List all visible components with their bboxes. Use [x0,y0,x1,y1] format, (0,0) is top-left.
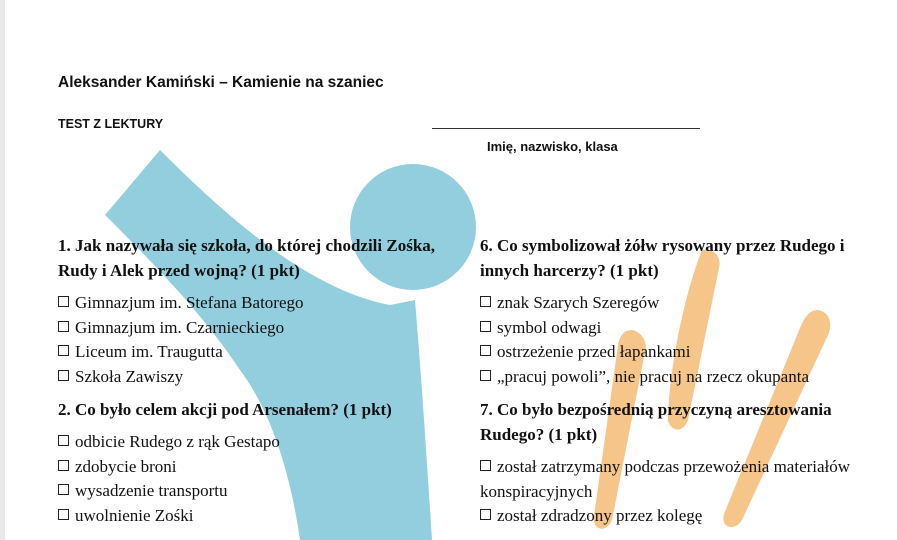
name-caption: Imię, nazwisko, klasa [487,139,618,154]
answer-label: symbol odwagi [497,317,602,337]
answer-label: znak Szarych Szeregów [497,293,660,312]
document-title: Aleksander Kamiński – Kamienie na szaniec [58,74,384,91]
checkbox-icon[interactable] [480,345,491,356]
checkbox-icon[interactable] [480,296,491,307]
checkbox-icon[interactable] [58,370,69,381]
answer-option[interactable] [480,340,880,365]
question-text: 6. Co symbolizował żółw rysowany przez Rudego i innych harcerzy? (1 pkt) [480,236,845,280]
answer-label: Gimnazjum im. Stefana Batorego [75,293,304,312]
answer-label: wysadzenie transportu [75,481,228,500]
answer-list [58,430,458,528]
answer-option[interactable] [480,455,880,504]
question-block-1 [58,233,458,389]
answer-label: „pracuj powoli”, nie pracuj na rzecz okupanta [497,366,809,386]
question-block-7 [480,397,880,529]
name-signature-line [432,128,700,129]
answer-list [480,455,880,529]
question-text: 2. Co było celem akcji pod Arsenałem? (1 pkt) [58,400,392,419]
answer-option[interactable] [480,365,880,390]
checkbox-icon[interactable] [58,509,69,520]
checkbox-icon[interactable] [480,321,491,332]
checkbox-icon[interactable] [480,460,491,471]
answer-option[interactable] [58,479,458,504]
answer-option[interactable] [480,316,880,341]
answer-label: Szkoła Zawiszy [75,366,184,386]
answer-label: Liceum im. Traugutta [75,342,223,361]
question-block-6 [480,233,880,389]
answer-label: zdobycie broni [75,456,177,476]
checkbox-icon[interactable] [58,435,69,446]
checkbox-icon[interactable] [58,321,69,332]
answer-label: został zatrzymany podczas przewożenia materiałów konspiracyjnych [480,457,851,501]
answer-option[interactable] [480,504,880,529]
answer-option[interactable] [58,316,458,341]
left-column [58,233,458,536]
test-label: TEST Z LEKTURY [58,117,164,131]
answer-option[interactable] [58,291,458,316]
question-text: 1. Jak nazywała się szkoła, do której chodzili Zośka, Rudy i Alek przed wojną? (1 pkt) [58,236,436,280]
question-text: 7. Co było bezpośrednią przyczyną aresztowania Rudego? (1 pkt) [480,400,832,444]
checkbox-icon[interactable] [58,460,69,471]
answer-label: Gimnazjum im. Czarnieckiego [75,317,285,337]
checkbox-icon[interactable] [480,370,491,381]
checkbox-icon[interactable] [58,345,69,356]
answer-option[interactable] [58,365,458,390]
answer-label: został zdradzony przez kolegę [497,506,703,525]
answer-option[interactable] [480,291,880,316]
right-column [480,233,880,537]
answer-option[interactable] [58,430,458,455]
answer-option[interactable] [58,504,458,529]
question-block-2 [58,397,458,528]
checkbox-icon[interactable] [58,484,69,495]
answer-option[interactable] [58,455,458,480]
answer-option[interactable] [58,340,458,365]
answer-label: uwolnienie Zośki [75,505,194,525]
checkbox-icon[interactable] [480,509,491,520]
answer-label: odbicie Rudego z rąk Gestapo [75,432,280,451]
answer-label: ostrzeżenie przed łapankami [497,342,691,361]
answer-list [58,291,458,389]
answer-list [480,291,880,389]
checkbox-icon[interactable] [58,296,69,307]
